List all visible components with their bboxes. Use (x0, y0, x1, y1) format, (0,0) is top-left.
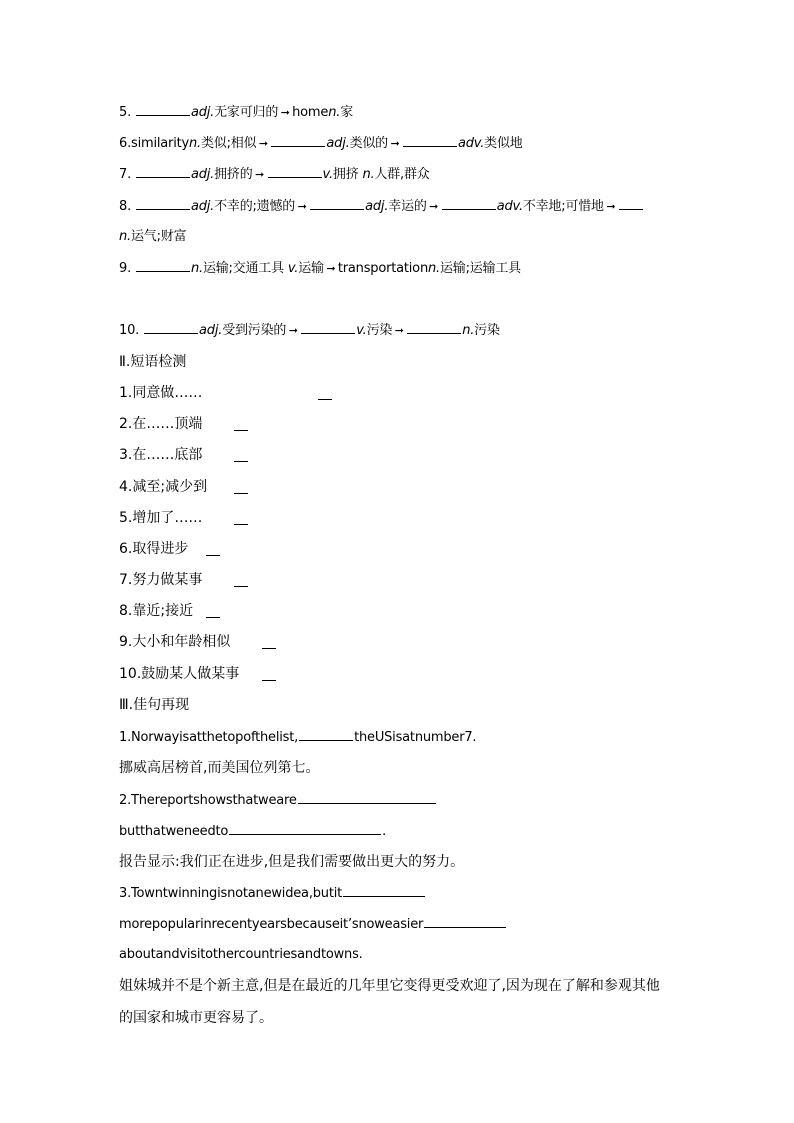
answer-blank[interactable] (234, 480, 248, 494)
arrow-icon: ➞ (297, 200, 307, 213)
answer-blank[interactable] (136, 164, 190, 178)
answer-blank[interactable] (206, 604, 220, 618)
phrase-item: 2.在……顶端 (119, 414, 202, 434)
answer-blank[interactable] (343, 883, 425, 897)
answer-blank[interactable] (619, 196, 643, 210)
sentence-3-cn-b: 的国家和城市更容易了。 (119, 1010, 273, 1026)
vocab-line-10: 10. adj.受到污染的 ➞ v.污染 ➞ n.污染 (119, 320, 500, 340)
section-heading-phrases: Ⅱ.短语检测 (119, 354, 187, 370)
arrow-icon: ➞ (390, 137, 400, 150)
answer-blank[interactable] (424, 914, 506, 928)
arrow-icon: ➞ (258, 137, 268, 150)
answer-blank[interactable] (403, 133, 457, 147)
sentence-1-cn: 挪威高居榜首,而美国位列第七。 (119, 760, 320, 776)
sentence-2-en-a: 2.Thereportshowsthatweare (119, 790, 437, 810)
phrase-item: 6.取得进步 (119, 539, 188, 559)
arrow-icon: ➞ (326, 262, 336, 275)
vocab-line-6: 6.similarityn.类似;相似 ➞ adj.类似的 ➞ adv.类似地 (119, 133, 523, 153)
sentence-3-en-c: aboutandvisitothercountriesandtowns. (119, 947, 363, 962)
arrow-icon: ➞ (429, 200, 439, 213)
phrase-item: 8.靠近;接近 (119, 601, 193, 621)
section-heading-sentences: Ⅲ.佳句再现 (119, 697, 190, 713)
phrase-item: 3.在……底部 (119, 445, 202, 465)
answer-blank[interactable] (234, 573, 248, 587)
sentence-3-cn-a: 姐妹城并不是个新主意,但是在最近的几年里它变得更受欢迎了,因为现在了解和参观其他 (119, 978, 660, 994)
answer-blank[interactable] (234, 511, 248, 525)
answer-blank[interactable] (144, 320, 198, 334)
phrase-item: 5.增加了…… (119, 508, 202, 528)
vocab-line-8-cont: n.运气;财富 (119, 229, 187, 244)
sentence-1-en: 1.Norwayisatthetopofthelist, theUSisatnumber7. (119, 727, 476, 747)
arrow-icon: ➞ (288, 324, 298, 337)
sentence-3-en-b: morepopularinrecentyearsbecauseit’snoweasier (119, 914, 507, 934)
vocab-line-8: 8. adj.不幸的;遗憾的 ➞ adj.幸运的 ➞ adv.不幸地;可惜地 ➞ (119, 196, 644, 216)
phrase-item: 10.鼓励某人做某事 (119, 664, 239, 684)
answer-blank[interactable] (229, 821, 381, 835)
sentence-2-en-b: butthatweneedto . (119, 821, 386, 841)
answer-blank[interactable] (268, 164, 322, 178)
arrow-icon: ➞ (280, 106, 290, 119)
answer-blank[interactable] (299, 727, 353, 741)
answer-blank[interactable] (262, 635, 276, 649)
answer-blank[interactable] (136, 102, 190, 116)
vocab-line-7: 7. adj.拥挤的 ➞ v.拥挤 n.人群,群众 (119, 164, 430, 184)
phrase-item: 7.努力做某事 (119, 570, 202, 590)
arrow-icon: ➞ (394, 324, 404, 337)
answer-blank[interactable] (310, 196, 364, 210)
sentence-2-cn: 报告显示:我们正在进步,但是我们需要做出更大的努力。 (119, 854, 465, 870)
answer-blank[interactable] (318, 386, 332, 400)
answer-blank[interactable] (298, 790, 436, 804)
answer-blank[interactable] (136, 196, 190, 210)
answer-blank[interactable] (136, 258, 190, 272)
arrow-icon: ➞ (255, 168, 265, 181)
answer-blank[interactable] (407, 320, 461, 334)
phrase-item: 9.大小和年龄相似 (119, 632, 230, 652)
answer-blank[interactable] (271, 133, 325, 147)
phrase-item: 1.同意做…… (119, 383, 202, 403)
vocab-line-9: 9. n.运输;交通工具 v.运输 ➞ transportationn.运输;运输工具 (119, 258, 521, 278)
vocab-line-5: 5. adj.无家可归的 ➞ homen.家 (119, 102, 353, 122)
answer-blank[interactable] (206, 542, 220, 556)
answer-blank[interactable] (262, 667, 276, 681)
answer-blank[interactable] (442, 196, 496, 210)
answer-blank[interactable] (301, 320, 355, 334)
arrow-icon: ➞ (606, 200, 616, 213)
sentence-3-en-a: 3.Towntwinningisnotanewidea,butit (119, 883, 426, 903)
phrase-item: 4.减至;减少到 (119, 477, 207, 497)
answer-blank[interactable] (234, 448, 248, 462)
answer-blank[interactable] (234, 417, 248, 431)
